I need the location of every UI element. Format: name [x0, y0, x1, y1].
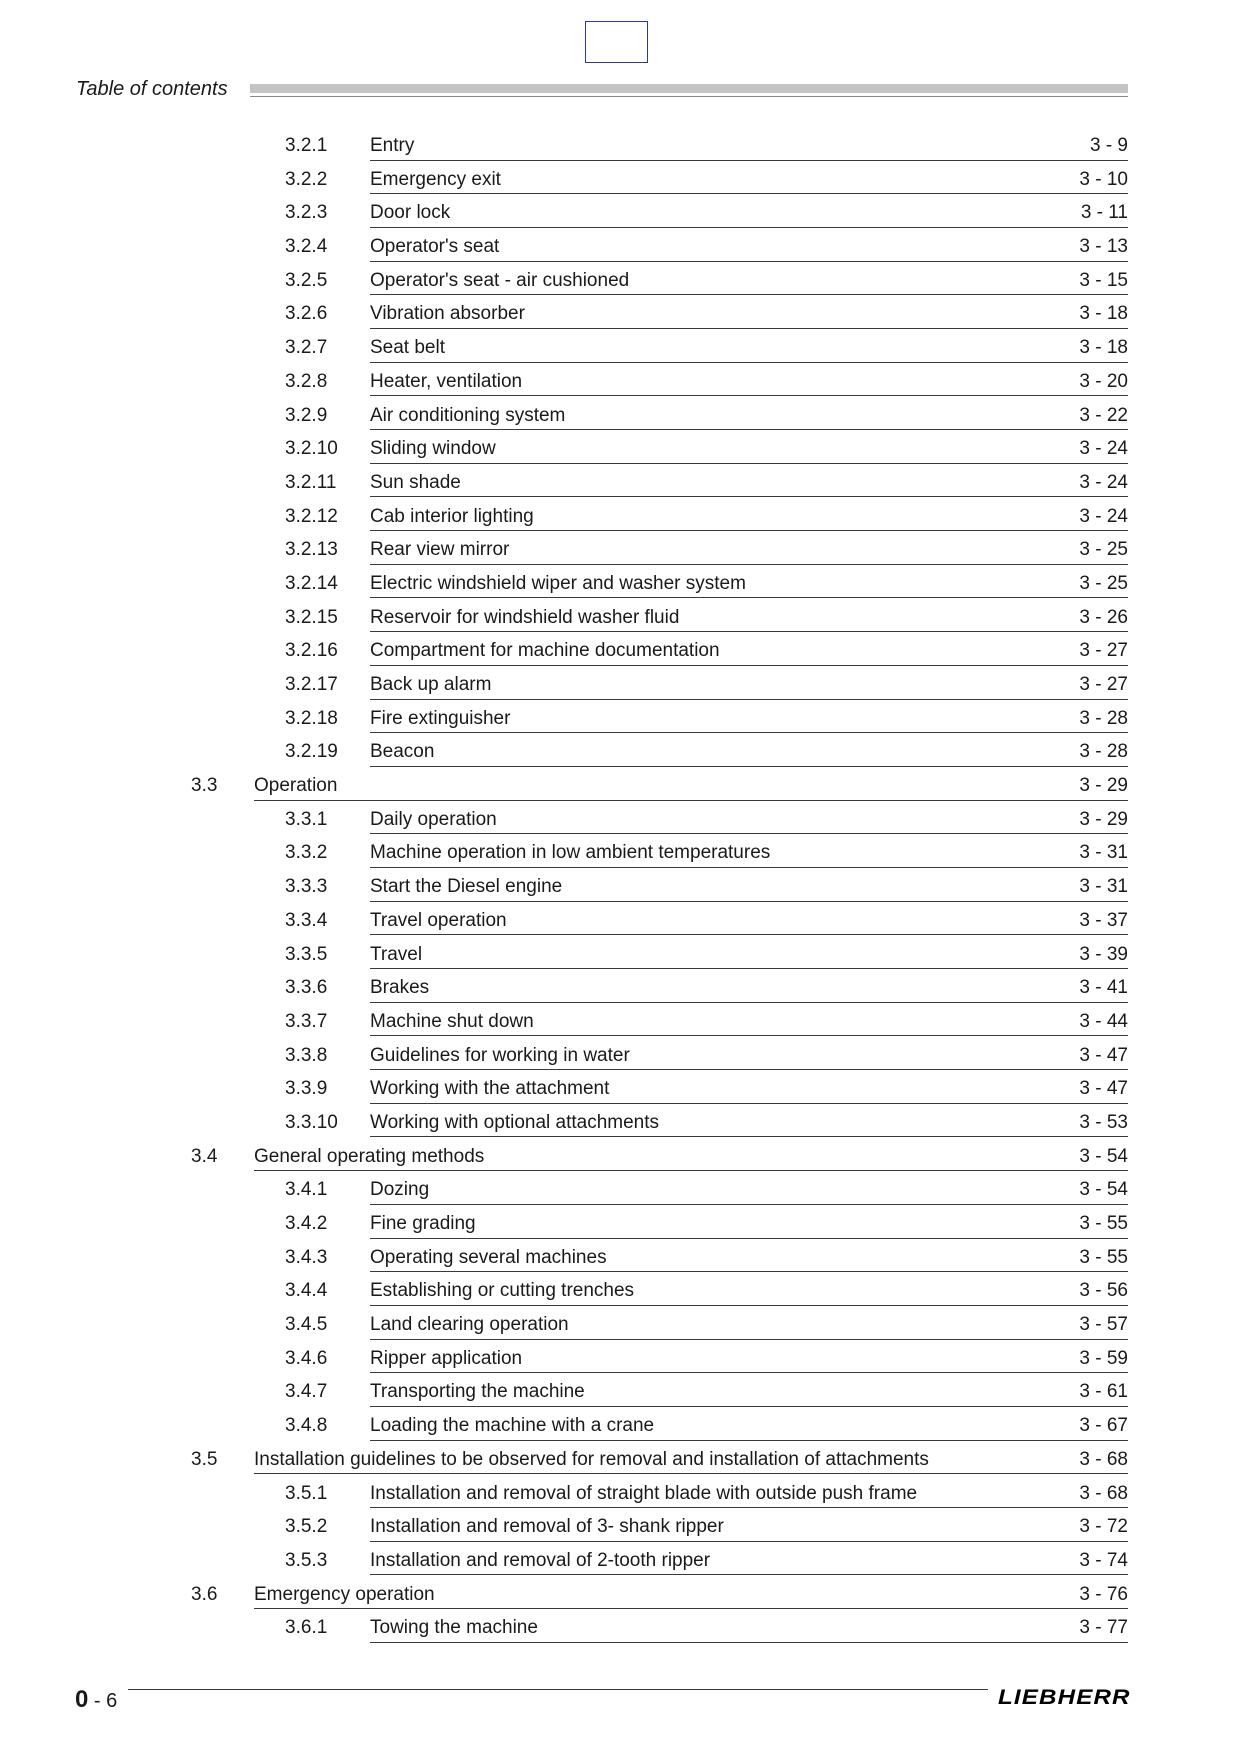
- toc-subsection-row[interactable]: [0, 1611, 1240, 1645]
- toc-entry-title: General operating methods: [254, 1145, 485, 1167]
- toc-entry-title: Travel: [370, 943, 423, 965]
- toc-subsection-row[interactable]: [0, 1274, 1240, 1308]
- toc-entry-title: Operator's seat - air cushioned: [370, 269, 630, 291]
- toc-entry-number: 3.2.2: [285, 168, 328, 190]
- toc-entry-page: 3 - 57: [1079, 1314, 1128, 1336]
- toc-entry-title: Start the Diesel engine: [370, 876, 563, 898]
- toc-entry-title: Transporting the machine: [370, 1381, 585, 1403]
- toc-entry-line: [370, 1308, 1128, 1340]
- toc-entry-line: [370, 533, 1128, 565]
- toc-subsection-row[interactable]: [0, 1072, 1240, 1106]
- toc-entry-page: 3 - 27: [1079, 640, 1128, 662]
- toc-subsection-row[interactable]: [0, 196, 1240, 230]
- toc-entry-number: 3.2.15: [285, 606, 338, 628]
- toc-subsection-row[interactable]: [0, 129, 1240, 163]
- toc-entry-number: 3.2.17: [285, 674, 338, 695]
- toc-entry-line: [370, 1173, 1128, 1205]
- toc-entry-page: 3 - 27: [1079, 674, 1128, 695]
- toc-entry-line: [370, 432, 1128, 464]
- toc-subsection-row[interactable]: [0, 466, 1240, 500]
- toc-entry-number: 3.3: [191, 775, 218, 797]
- toc-entry-number: 3.3.1: [285, 808, 328, 830]
- toc-entry-title: Sun shade: [370, 471, 461, 493]
- toc-entry-number: 3.5.1: [285, 1482, 328, 1504]
- toc-entry-title: Operating several machines: [370, 1246, 607, 1268]
- toc-entry-title: Entry: [370, 135, 415, 156]
- toc-entry-line: [370, 1039, 1128, 1071]
- toc-entry-line: [370, 1375, 1128, 1407]
- toc-entry-page: 3 - 9: [1089, 135, 1128, 156]
- toc-entry-line: [370, 601, 1128, 633]
- toc-entry-number: 3.4.1: [285, 1179, 328, 1201]
- toc-entry-number: 3.4.4: [285, 1280, 328, 1302]
- toc-entry-title: Cab interior lighting: [370, 505, 534, 527]
- toc-entry-title: Installation and removal of 3- shank ripper: [370, 1516, 724, 1538]
- toc-subsection-row[interactable]: [0, 533, 1240, 567]
- toc-entry-title: Towing the machine: [370, 1617, 538, 1639]
- toc-entry-page: 3 - 55: [1079, 1213, 1128, 1234]
- toc-entry-number: 3.2.11: [285, 471, 337, 493]
- toc-entry-line: [370, 1342, 1128, 1374]
- toc-subsection-row[interactable]: [0, 870, 1240, 904]
- toc-entry-page: 3 - 59: [1079, 1347, 1128, 1369]
- toc-subsection-row[interactable]: [0, 1039, 1240, 1073]
- toc-entry-title: Installation and removal of straight blade with outside push frame: [370, 1482, 918, 1504]
- toc-entry-line: [254, 1443, 1128, 1475]
- toc-subsection-row[interactable]: [0, 1375, 1240, 1409]
- toc-subsection-row[interactable]: [0, 1510, 1240, 1544]
- toc-entry-number: 3.3.8: [285, 1044, 328, 1066]
- toc-entry-line: [370, 1510, 1128, 1542]
- toc-entry-number: 3.4.3: [285, 1246, 328, 1268]
- toc-subsection-row[interactable]: [0, 1106, 1240, 1140]
- toc-entry-number: 3.4.6: [285, 1347, 328, 1369]
- toc-entry-number: 3.2.19: [285, 741, 338, 763]
- toc-entry-title: Travel operation: [370, 909, 507, 931]
- toc-entry-number: 3.4.7: [285, 1381, 328, 1403]
- toc-entry-line: [370, 668, 1128, 700]
- toc-entry-line: [370, 331, 1128, 363]
- toc-entry-number: 3.6.1: [285, 1617, 328, 1639]
- toc-entry-line: [370, 803, 1128, 835]
- toc-entry-line: [370, 163, 1128, 195]
- toc-subsection-row[interactable]: [0, 567, 1240, 601]
- toc-entry-page: 3 - 53: [1079, 1111, 1128, 1133]
- toc-entry-title: Fine grading: [370, 1213, 476, 1234]
- footer-page-number: [75, 1686, 117, 1714]
- header-bar: [250, 84, 1128, 93]
- toc-entry-line: [370, 1544, 1128, 1576]
- toc-entry-line: [370, 938, 1128, 970]
- toc-entry-number: 3.4.5: [285, 1314, 328, 1336]
- toc-subsection-row[interactable]: [0, 365, 1240, 399]
- liebherr-logo: LIEBHERR: [998, 1686, 1131, 1709]
- toc-entry-page: 3 - 10: [1079, 168, 1128, 190]
- toc-entry-line: [370, 836, 1128, 868]
- toc-entry-page: 3 - 77: [1079, 1617, 1128, 1639]
- toc-subsection-row[interactable]: [0, 1173, 1240, 1207]
- toc-subsection-row[interactable]: [0, 702, 1240, 736]
- toc-entry-title: Emergency exit: [370, 168, 501, 190]
- toc-entry-number: 3.3.5: [285, 943, 328, 965]
- toc-entry-number: 3.3.4: [285, 909, 328, 931]
- toc-entry-title: Sliding window: [370, 438, 496, 460]
- toc-entry-title: Daily operation: [370, 808, 497, 830]
- toc-entry-number: 3.3.3: [285, 876, 328, 898]
- toc-entry-page: 3 - 15: [1079, 269, 1128, 291]
- toc-entry-page: 3 - 18: [1079, 337, 1128, 359]
- toc-entry-page: 3 - 44: [1079, 1010, 1128, 1032]
- toc-subsection-row[interactable]: [0, 331, 1240, 365]
- toc-entry-line: [254, 769, 1128, 801]
- toc-entry-page: 3 - 61: [1079, 1381, 1128, 1403]
- toc-entry-number: 3.4.8: [285, 1415, 328, 1437]
- toc-entry-line: [370, 264, 1128, 296]
- toc-entry-line: [370, 870, 1128, 902]
- toc-section-row[interactable]: [0, 769, 1240, 803]
- toc-entry-number: 3.3.10: [285, 1111, 338, 1133]
- toc-entry-title: Air conditioning system: [370, 404, 566, 426]
- toc-entry-title: Loading the machine with a crane: [370, 1415, 655, 1437]
- toc-entry-page: 3 - 13: [1079, 236, 1128, 258]
- toc-entry-page: 3 - 24: [1079, 505, 1128, 527]
- toc-entry-number: 3.5.3: [285, 1549, 328, 1571]
- toc-entry-page: 3 - 55: [1079, 1246, 1128, 1268]
- toc-entry-line: [370, 702, 1128, 734]
- toc-subsection-row[interactable]: [0, 1308, 1240, 1342]
- toc-entry-line: [370, 1274, 1128, 1306]
- toc-section-row[interactable]: [0, 1140, 1240, 1174]
- toc-entry-page: 3 - 37: [1079, 909, 1128, 931]
- toc-entry-line: [370, 634, 1128, 666]
- toc-entry-title: Vibration absorber: [370, 303, 525, 325]
- toc-entry-page: 3 - 29: [1079, 808, 1128, 830]
- toc-entry-number: 3.4.2: [285, 1213, 328, 1234]
- toc-entry-line: [370, 129, 1128, 161]
- toc-entry-title: Ripper application: [370, 1347, 523, 1369]
- toc-entry-line: [370, 1611, 1128, 1643]
- toc-entry-title: Electric windshield wiper and washer system: [370, 572, 746, 594]
- toc-subsection-row[interactable]: [0, 904, 1240, 938]
- toc-entry-number: 3.3.9: [285, 1078, 328, 1100]
- toc-entry-title: Back up alarm: [370, 674, 492, 695]
- toc-entry-page: 3 - 25: [1079, 572, 1128, 594]
- toc-entry-page: 3 - 41: [1079, 977, 1128, 999]
- toc-entry-title: Guidelines for working in water: [370, 1044, 630, 1066]
- toc-subsection-row[interactable]: [0, 1342, 1240, 1376]
- footer-rule: [128, 1689, 988, 1690]
- toc-entry-title: Machine operation in low ambient temperatures: [370, 842, 771, 864]
- toc-subsection-row[interactable]: [0, 668, 1240, 702]
- toc-entry-title: Establishing or cutting trenches: [370, 1280, 635, 1302]
- toc-subsection-row[interactable]: [0, 1241, 1240, 1275]
- toc-entry-line: [370, 196, 1128, 228]
- toc-entry-number: 3.6: [191, 1583, 218, 1605]
- toc-entry-number: 3.2.9: [285, 404, 328, 426]
- toc-entry-title: Installation guidelines to be observed for removal and installation of attachments: [254, 1448, 929, 1470]
- toc-entry-line: [254, 1578, 1128, 1610]
- toc-entry-page: 3 - 54: [1079, 1179, 1128, 1201]
- toc-subsection-row[interactable]: [0, 1544, 1240, 1578]
- toc-subsection-row[interactable]: [0, 735, 1240, 769]
- toc-subsection-row[interactable]: [0, 432, 1240, 466]
- toc-entry-title: Installation and removal of 2-tooth ripper: [370, 1549, 711, 1571]
- toc-entry-line: [370, 500, 1128, 532]
- toc-entry-number: 3.2.7: [285, 337, 328, 359]
- toc-entry-title: Dozing: [370, 1179, 430, 1201]
- toc-entry-number: 3.3.6: [285, 977, 328, 999]
- toc-entry-title: Machine shut down: [370, 1010, 534, 1032]
- toc-subsection-row[interactable]: [0, 938, 1240, 972]
- header-rule: [250, 96, 1128, 97]
- toc-entry-title: Compartment for machine documentation: [370, 640, 720, 662]
- toc-entry-page: 3 - 18: [1079, 303, 1128, 325]
- toc-entry-number: 3.3.7: [285, 1010, 328, 1032]
- toc-entry-page: 3 - 67: [1079, 1415, 1128, 1437]
- toc-subsection-row[interactable]: [0, 1005, 1240, 1039]
- toc-subsection-row[interactable]: [0, 297, 1240, 331]
- toc-entry-title: Reservoir for windshield washer fluid: [370, 606, 680, 628]
- toc-entry-number: 3.5.2: [285, 1516, 328, 1538]
- toc-entry-line: [370, 1207, 1128, 1239]
- footer-page-suffix: - 6: [88, 1690, 118, 1712]
- toc-subsection-row[interactable]: [0, 803, 1240, 837]
- toc-entry-line: [370, 904, 1128, 936]
- toc-entry-page: 3 - 47: [1079, 1044, 1128, 1066]
- toc-entry-line: [370, 1409, 1128, 1441]
- toc-entry-title: Heater, ventilation: [370, 370, 523, 392]
- toc-entry-page: 3 - 22: [1079, 404, 1128, 426]
- toc-entry-title: Working with the attachment: [370, 1078, 610, 1100]
- toc-entry-page: 3 - 20: [1079, 370, 1128, 392]
- toc-entry-page: 3 - 74: [1079, 1549, 1128, 1571]
- table-of-contents: [0, 129, 1240, 1645]
- toc-entry-number: 3.2.14: [285, 572, 338, 594]
- toc-entry-page: 3 - 29: [1079, 775, 1128, 797]
- toc-entry-page: 3 - 76: [1079, 1583, 1128, 1605]
- toc-entry-line: [370, 1106, 1128, 1138]
- toc-subsection-row[interactable]: [0, 399, 1240, 433]
- toc-entry-title: Rear view mirror: [370, 539, 510, 561]
- toc-entry-title: Brakes: [370, 977, 430, 999]
- toc-entry-line: [370, 735, 1128, 767]
- toc-entry-line: [370, 971, 1128, 1003]
- toc-subsection-row[interactable]: [0, 264, 1240, 298]
- toc-entry-page: 3 - 54: [1079, 1145, 1128, 1167]
- toc-entry-page: 3 - 68: [1079, 1482, 1128, 1504]
- toc-subsection-row[interactable]: [0, 1207, 1240, 1241]
- toc-entry-page: 3 - 25: [1079, 539, 1128, 561]
- toc-entry-number: 3.2.5: [285, 269, 328, 291]
- toc-subsection-row[interactable]: [0, 601, 1240, 635]
- toc-entry-line: [370, 365, 1128, 397]
- toc-entry-number: 3.2.16: [285, 640, 338, 662]
- toc-entry-title: Operator's seat: [370, 236, 500, 258]
- toc-subsection-row[interactable]: [0, 1409, 1240, 1443]
- toc-entry-page: 3 - 68: [1079, 1448, 1128, 1470]
- toc-entry-number: 3.2.18: [285, 707, 338, 729]
- toc-entry-line: [370, 230, 1128, 262]
- toc-entry-title: Fire extinguisher: [370, 707, 511, 729]
- toc-subsection-row[interactable]: [0, 836, 1240, 870]
- toc-entry-number: 3.4: [191, 1145, 218, 1167]
- toc-entry-line: [370, 1241, 1128, 1273]
- toc-section-row[interactable]: [0, 1443, 1240, 1477]
- toc-entry-title: Operation: [254, 775, 338, 797]
- toc-entry-number: 3.2.13: [285, 539, 338, 561]
- toc-entry-page: 3 - 56: [1079, 1280, 1128, 1302]
- toc-entry-line: [370, 1005, 1128, 1037]
- toc-entry-line: [370, 466, 1128, 498]
- toc-entry-number: 3.5: [191, 1448, 218, 1470]
- toc-entry-number: 3.2.3: [285, 202, 328, 224]
- toc-entry-line: [370, 297, 1128, 329]
- toc-entry-page: 3 - 39: [1079, 943, 1128, 965]
- toc-entry-title: Emergency operation: [254, 1583, 435, 1605]
- toc-entry-number: 3.2.1: [285, 135, 328, 156]
- toc-entry-page: 3 - 47: [1079, 1078, 1128, 1100]
- page-header-title: Table of contents: [76, 78, 228, 100]
- toc-entry-title: Working with optional attachments: [370, 1111, 660, 1133]
- toc-subsection-row[interactable]: [0, 634, 1240, 668]
- toc-subsection-row[interactable]: [0, 500, 1240, 534]
- toc-entry-title: Seat belt: [370, 337, 445, 359]
- toc-entry-title: Land clearing operation: [370, 1314, 569, 1336]
- toc-entry-page: 3 - 31: [1079, 842, 1128, 864]
- toc-entry-page: 3 - 28: [1079, 707, 1128, 729]
- toc-entry-line: [370, 1477, 1128, 1509]
- toc-entry-page: 3 - 26: [1079, 606, 1128, 628]
- footer-chapter: 0: [75, 1686, 89, 1713]
- toc-entry-page: 3 - 72: [1079, 1516, 1128, 1538]
- toc-entry-line: [370, 1072, 1128, 1104]
- toc-entry-number: 3.2.12: [285, 505, 338, 527]
- toc-entry-number: 3.2.6: [285, 303, 328, 325]
- toc-entry-number: 3.3.2: [285, 842, 328, 864]
- toc-entry-number: 3.2.4: [285, 236, 328, 258]
- toc-subsection-row[interactable]: [0, 1477, 1240, 1511]
- toc-entry-page: 3 - 24: [1079, 438, 1128, 460]
- toc-section-row[interactable]: [0, 1578, 1240, 1612]
- toc-entry-line: [370, 399, 1128, 431]
- toc-entry-title: Door lock: [370, 202, 451, 224]
- toc-entry-line: [370, 567, 1128, 599]
- toc-entry-line: [254, 1140, 1128, 1172]
- toc-subsection-row[interactable]: [0, 230, 1240, 264]
- toc-entry-number: 3.2.8: [285, 370, 328, 392]
- toc-entry-number: 3.2.10: [285, 438, 338, 460]
- toc-subsection-row[interactable]: [0, 971, 1240, 1005]
- top-marker-box: [585, 21, 648, 63]
- toc-entry-title: Beacon: [370, 741, 435, 763]
- toc-entry-page: 3 - 31: [1079, 876, 1128, 898]
- toc-entry-page: 3 - 24: [1079, 471, 1128, 493]
- toc-entry-page: 3 - 11: [1080, 202, 1128, 224]
- toc-subsection-row[interactable]: [0, 163, 1240, 197]
- toc-entry-page: 3 - 28: [1079, 741, 1128, 763]
